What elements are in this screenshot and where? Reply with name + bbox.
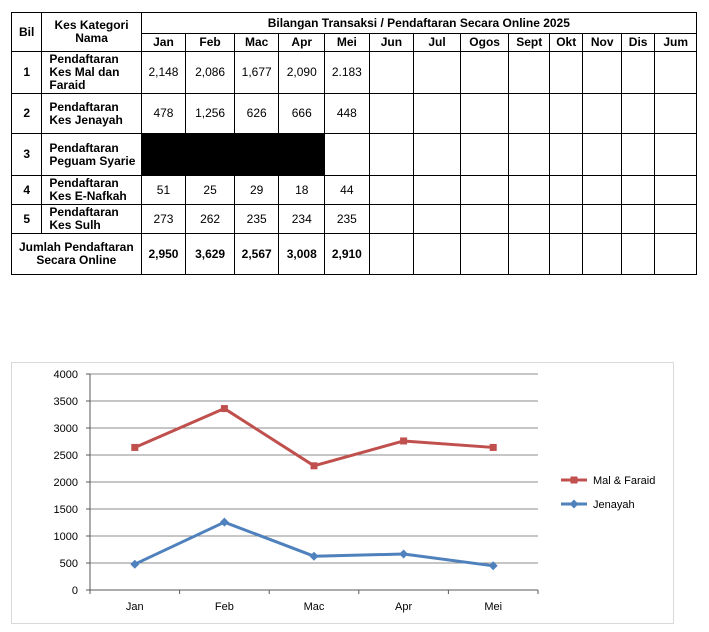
empty-cell <box>369 234 414 275</box>
row-category: Pendaftaran Kes Sulh <box>42 205 141 234</box>
total-value: 3,008 <box>279 234 325 275</box>
empty-cell <box>621 234 654 275</box>
table-row <box>12 205 697 234</box>
y-tick-label: 2500 <box>53 450 78 462</box>
empty-cell <box>583 134 622 176</box>
empty-cell <box>655 94 697 134</box>
value-cell: 1,256 <box>186 94 235 134</box>
month-header-jum: Jum <box>655 34 697 52</box>
legend-label: Jenayah <box>593 499 635 511</box>
empty-cell <box>414 176 461 205</box>
value-cell: 2.183 <box>325 52 370 94</box>
y-tick-label: 500 <box>59 558 78 570</box>
total-value: 3,629 <box>186 234 235 275</box>
month-header-jan: Jan <box>141 34 186 52</box>
y-tick-label: 0 <box>71 585 78 597</box>
value-cell: 235 <box>234 205 279 234</box>
table-row <box>12 176 697 205</box>
empty-cell <box>509 205 550 234</box>
empty-cell <box>460 94 509 134</box>
row-category: Pendaftaran Peguam Syarie <box>42 134 141 176</box>
y-tick-label: 4000 <box>53 369 78 381</box>
empty-cell <box>509 52 550 94</box>
empty-cell <box>583 94 622 134</box>
empty-cell <box>460 134 509 176</box>
row-number: 1 <box>12 52 42 94</box>
empty-cell <box>621 94 654 134</box>
month-header-feb: Feb <box>186 34 235 52</box>
empty-cell <box>460 234 509 275</box>
x-tick-label: Apr <box>395 601 413 613</box>
value-cell: 2,086 <box>186 52 235 94</box>
x-tick-label: Feb <box>214 601 234 613</box>
empty-cell <box>460 205 509 234</box>
data-point <box>490 444 497 451</box>
y-tick-label: 1000 <box>53 531 78 543</box>
chart-svg <box>11 362 674 624</box>
row-category: Pendaftaran Kes E-Nafkah <box>42 176 141 205</box>
redacted-block <box>141 134 324 176</box>
month-header-nov: Nov <box>583 34 622 52</box>
y-tick-label: 2000 <box>53 477 78 489</box>
empty-cell <box>549 234 582 275</box>
data-point <box>400 437 407 444</box>
empty-cell <box>655 52 697 94</box>
empty-cell <box>325 134 370 176</box>
empty-cell <box>549 52 582 94</box>
data-point <box>311 462 318 469</box>
row-number: 2 <box>12 94 42 134</box>
month-header-ogos: Ogos <box>460 34 509 52</box>
row-category: Pendaftaran Kes Jenayah <box>42 94 141 134</box>
y-tick-label: 3000 <box>53 423 78 435</box>
row-number: 5 <box>12 205 42 234</box>
line-chart <box>11 362 674 624</box>
value-cell: 44 <box>325 176 370 205</box>
x-tick-label: Mei <box>484 601 503 613</box>
empty-cell <box>414 94 461 134</box>
total-value: 2,567 <box>234 234 279 275</box>
empty-cell <box>509 94 550 134</box>
data-point <box>221 405 228 412</box>
total-label: Jumlah Pendaftaran Secara Online <box>12 234 142 275</box>
empty-cell <box>655 176 697 205</box>
empty-cell <box>460 176 509 205</box>
data-point <box>571 477 578 484</box>
row-number: 3 <box>12 134 42 176</box>
empty-cell <box>621 134 654 176</box>
empty-cell <box>621 205 654 234</box>
value-cell: 273 <box>141 205 186 234</box>
empty-cell <box>621 176 654 205</box>
empty-cell <box>549 94 582 134</box>
header-group: Bilangan Transaksi / Pendaftaran Secara Online 2025 <box>141 13 696 34</box>
empty-cell <box>369 176 414 205</box>
month-header-mei: Mei <box>325 34 370 52</box>
header-bil: Bil <box>12 13 42 52</box>
empty-cell <box>369 52 414 94</box>
empty-cell <box>549 176 582 205</box>
empty-cell <box>583 52 622 94</box>
chart-border <box>12 363 674 624</box>
value-cell: 2,148 <box>141 52 186 94</box>
empty-cell <box>583 234 622 275</box>
x-tick-label: Mac <box>303 601 325 613</box>
month-header-sept: Sept <box>509 34 550 52</box>
empty-cell <box>583 205 622 234</box>
empty-cell <box>621 52 654 94</box>
empty-cell <box>369 94 414 134</box>
table-row <box>12 134 697 176</box>
x-tick-label: Jan <box>125 601 144 613</box>
header-category: Kes Kategori Nama <box>42 13 141 52</box>
month-header-okt: Okt <box>549 34 582 52</box>
y-tick-label: 3500 <box>53 396 78 408</box>
empty-cell <box>509 134 550 176</box>
total-row <box>12 234 697 275</box>
value-cell: 18 <box>279 176 325 205</box>
data-point <box>131 444 138 451</box>
row-number: 4 <box>12 176 42 205</box>
month-header-jul: Jul <box>414 34 461 52</box>
empty-cell <box>509 234 550 275</box>
value-cell: 25 <box>186 176 235 205</box>
total-value: 2,950 <box>141 234 186 275</box>
registration-table <box>11 12 697 275</box>
value-cell: 478 <box>141 94 186 134</box>
value-cell: 235 <box>325 205 370 234</box>
value-cell: 626 <box>234 94 279 134</box>
empty-cell <box>460 52 509 94</box>
value-cell: 1,677 <box>234 52 279 94</box>
empty-cell <box>549 134 582 176</box>
empty-cell <box>369 205 414 234</box>
empty-cell <box>655 205 697 234</box>
table-row <box>12 52 697 94</box>
empty-cell <box>414 134 461 176</box>
table-row <box>12 94 697 134</box>
month-header-mac: Mac <box>234 34 279 52</box>
empty-cell <box>583 176 622 205</box>
value-cell: 448 <box>325 94 370 134</box>
value-cell: 262 <box>186 205 235 234</box>
row-category: Pendaftaran Kes Mal dan Faraid <box>42 52 141 94</box>
value-cell: 666 <box>279 94 325 134</box>
month-header-jun: Jun <box>369 34 414 52</box>
empty-cell <box>655 134 697 176</box>
empty-cell <box>414 52 461 94</box>
empty-cell <box>369 134 414 176</box>
month-header-apr: Apr <box>279 34 325 52</box>
legend-label: Mal & Faraid <box>593 475 656 487</box>
empty-cell <box>509 176 550 205</box>
month-header-dis: Dis <box>621 34 654 52</box>
empty-cell <box>655 234 697 275</box>
value-cell: 51 <box>141 176 186 205</box>
empty-cell <box>414 205 461 234</box>
value-cell: 234 <box>279 205 325 234</box>
empty-cell <box>414 234 461 275</box>
total-value: 2,910 <box>325 234 370 275</box>
value-cell: 29 <box>234 176 279 205</box>
empty-cell <box>549 205 582 234</box>
value-cell: 2,090 <box>279 52 325 94</box>
y-tick-label: 1500 <box>53 504 78 516</box>
